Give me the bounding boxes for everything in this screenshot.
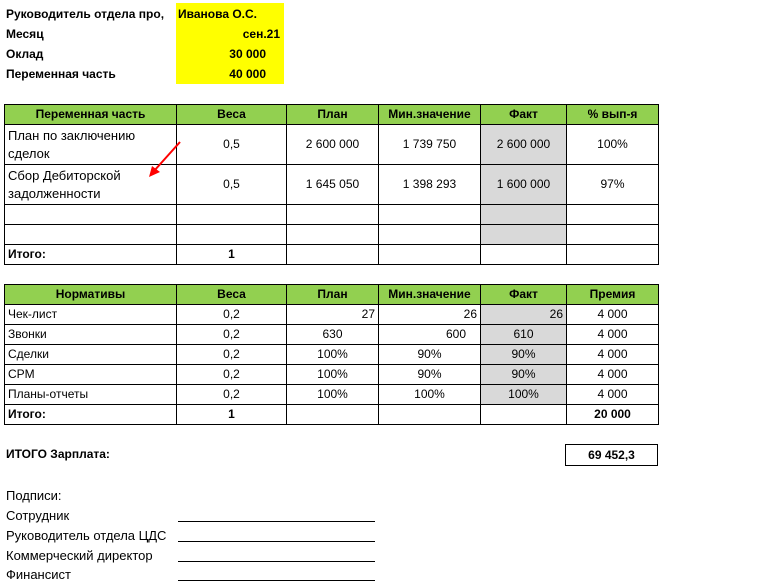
empty-row xyxy=(5,205,659,225)
empty-cell[interactable] xyxy=(481,245,567,265)
row-weight[interactable]: 0,2 xyxy=(177,365,287,385)
col-header: Мин.значение xyxy=(379,105,481,125)
row-plan[interactable]: 2 600 000 xyxy=(287,125,379,165)
row-name[interactable]: План по заключению сделок xyxy=(5,125,177,165)
table-row xyxy=(5,305,659,325)
row-weight[interactable]: 0,2 xyxy=(177,305,287,325)
row-bonus[interactable]: 4 000 xyxy=(567,385,659,405)
row-pct[interactable]: 100% xyxy=(567,125,659,165)
row-min[interactable]: 90% xyxy=(379,345,481,365)
manager-label: Руководитель отдела про, xyxy=(6,7,165,21)
row-fact[interactable]: 100% xyxy=(481,385,567,405)
variable-label: Переменная часть xyxy=(6,67,116,81)
signature-label: Коммерческий директор xyxy=(6,548,153,563)
row-plan[interactable]: 100% xyxy=(287,365,379,385)
row-plan[interactable]: 100% xyxy=(287,345,379,365)
row-fact[interactable]: 610 xyxy=(481,325,567,345)
row-weight[interactable]: 0,5 xyxy=(177,125,287,165)
row-fact[interactable]: 90% xyxy=(481,365,567,385)
row-min[interactable]: 1 398 293 xyxy=(379,165,481,205)
col-header: Веса xyxy=(177,105,287,125)
table-row xyxy=(5,325,659,345)
norms-table-header xyxy=(5,285,659,305)
row-name[interactable]: Сбор Дебиторской задолженности xyxy=(5,165,177,205)
total-label: Итого: xyxy=(5,245,177,265)
row-plan[interactable]: 100% xyxy=(287,385,379,405)
variable-value[interactable]: 40 000 xyxy=(229,67,266,81)
variable-table-header xyxy=(5,105,659,125)
table-row xyxy=(5,345,659,365)
empty-cell[interactable] xyxy=(5,205,177,225)
total-weight[interactable]: 1 xyxy=(177,245,287,265)
row-min[interactable]: 100% xyxy=(379,385,481,405)
row-name[interactable]: Чек-лист xyxy=(5,305,177,325)
col-header: Веса xyxy=(177,285,287,305)
col-header: План xyxy=(287,285,379,305)
row-bonus[interactable]: 4 000 xyxy=(567,325,659,345)
row-fact[interactable]: 2 600 000 xyxy=(481,125,567,165)
month-value[interactable]: сен.21 xyxy=(242,27,280,41)
empty-cell[interactable] xyxy=(287,245,379,265)
signatures-title: Подписи: xyxy=(6,488,62,503)
table-row xyxy=(5,365,659,385)
row-min[interactable]: 600 xyxy=(379,325,481,345)
col-header: Мин.значение xyxy=(379,285,481,305)
col-header: % вып-я xyxy=(567,105,659,125)
row-plan[interactable]: 27 xyxy=(287,305,379,325)
empty-cell[interactable] xyxy=(481,205,567,225)
row-min[interactable]: 90% xyxy=(379,365,481,385)
salary-label: Оклад xyxy=(6,47,44,61)
empty-row xyxy=(5,225,659,245)
empty-cell[interactable] xyxy=(287,405,379,425)
row-bonus[interactable]: 4 000 xyxy=(567,345,659,365)
signature-label: Руководитель отдела ЦДС xyxy=(6,528,167,543)
row-name[interactable]: Звонки xyxy=(5,325,177,345)
total-weight[interactable]: 1 xyxy=(177,405,287,425)
empty-cell[interactable] xyxy=(287,205,379,225)
norms-table xyxy=(4,284,659,425)
empty-cell[interactable] xyxy=(481,225,567,245)
empty-cell[interactable] xyxy=(177,205,287,225)
signature-label: Сотрудник xyxy=(6,508,70,523)
annotation-arrow-icon xyxy=(145,138,185,180)
row-weight[interactable]: 0,2 xyxy=(177,385,287,405)
total-salary-value[interactable]: 69 452,3 xyxy=(565,444,658,466)
empty-cell[interactable] xyxy=(5,225,177,245)
total-row xyxy=(5,405,659,425)
col-header: Нормативы xyxy=(5,285,177,305)
row-fact[interactable]: 1 600 000 xyxy=(481,165,567,205)
row-min[interactable]: 26 xyxy=(379,305,481,325)
empty-cell[interactable] xyxy=(287,225,379,245)
signature-line[interactable] xyxy=(178,580,375,581)
row-pct[interactable]: 97% xyxy=(567,165,659,205)
empty-cell[interactable] xyxy=(567,245,659,265)
empty-cell[interactable] xyxy=(379,245,481,265)
row-bonus[interactable]: 4 000 xyxy=(567,365,659,385)
salary-value[interactable]: 30 000 xyxy=(229,47,266,61)
empty-cell[interactable] xyxy=(567,205,659,225)
empty-cell[interactable] xyxy=(567,225,659,245)
col-header: Переменная часть xyxy=(5,105,177,125)
col-header: План xyxy=(287,105,379,125)
row-weight[interactable]: 0,2 xyxy=(177,345,287,365)
total-bonus[interactable]: 20 000 xyxy=(567,405,659,425)
row-min[interactable]: 1 739 750 xyxy=(379,125,481,165)
month-label: Месяц xyxy=(6,27,44,41)
signature-line[interactable] xyxy=(178,561,375,562)
empty-cell[interactable] xyxy=(177,225,287,245)
row-plan[interactable]: 630 xyxy=(287,325,379,345)
col-header: Факт xyxy=(481,285,567,305)
row-plan[interactable]: 1 645 050 xyxy=(287,165,379,205)
row-name[interactable]: Сделки xyxy=(5,345,177,365)
empty-cell[interactable] xyxy=(481,405,567,425)
row-fact[interactable]: 26 xyxy=(481,305,567,325)
signature-line[interactable] xyxy=(178,521,375,522)
signature-label: Финансист xyxy=(6,567,71,582)
row-weight[interactable]: 0,5 xyxy=(177,165,287,205)
col-header: Премия xyxy=(567,285,659,305)
variable-part-table xyxy=(4,104,659,265)
signature-line[interactable] xyxy=(178,541,375,542)
row-weight[interactable]: 0,2 xyxy=(177,325,287,345)
table-row xyxy=(5,385,659,405)
total-row xyxy=(5,245,659,265)
table-row xyxy=(5,125,659,165)
total-salary-label: ИТОГО Зарплата: xyxy=(6,447,110,461)
total-label: Итого: xyxy=(5,405,177,425)
empty-cell[interactable] xyxy=(379,205,481,225)
table-row xyxy=(5,165,659,205)
empty-cell[interactable] xyxy=(379,225,481,245)
row-bonus[interactable]: 4 000 xyxy=(567,305,659,325)
manager-value[interactable]: Иванова О.С. xyxy=(178,7,257,21)
empty-cell[interactable] xyxy=(379,405,481,425)
col-header: Факт xyxy=(481,105,567,125)
row-fact[interactable]: 90% xyxy=(481,345,567,365)
row-name[interactable]: Планы-отчеты xyxy=(5,385,177,405)
row-name[interactable]: CPM xyxy=(5,365,177,385)
